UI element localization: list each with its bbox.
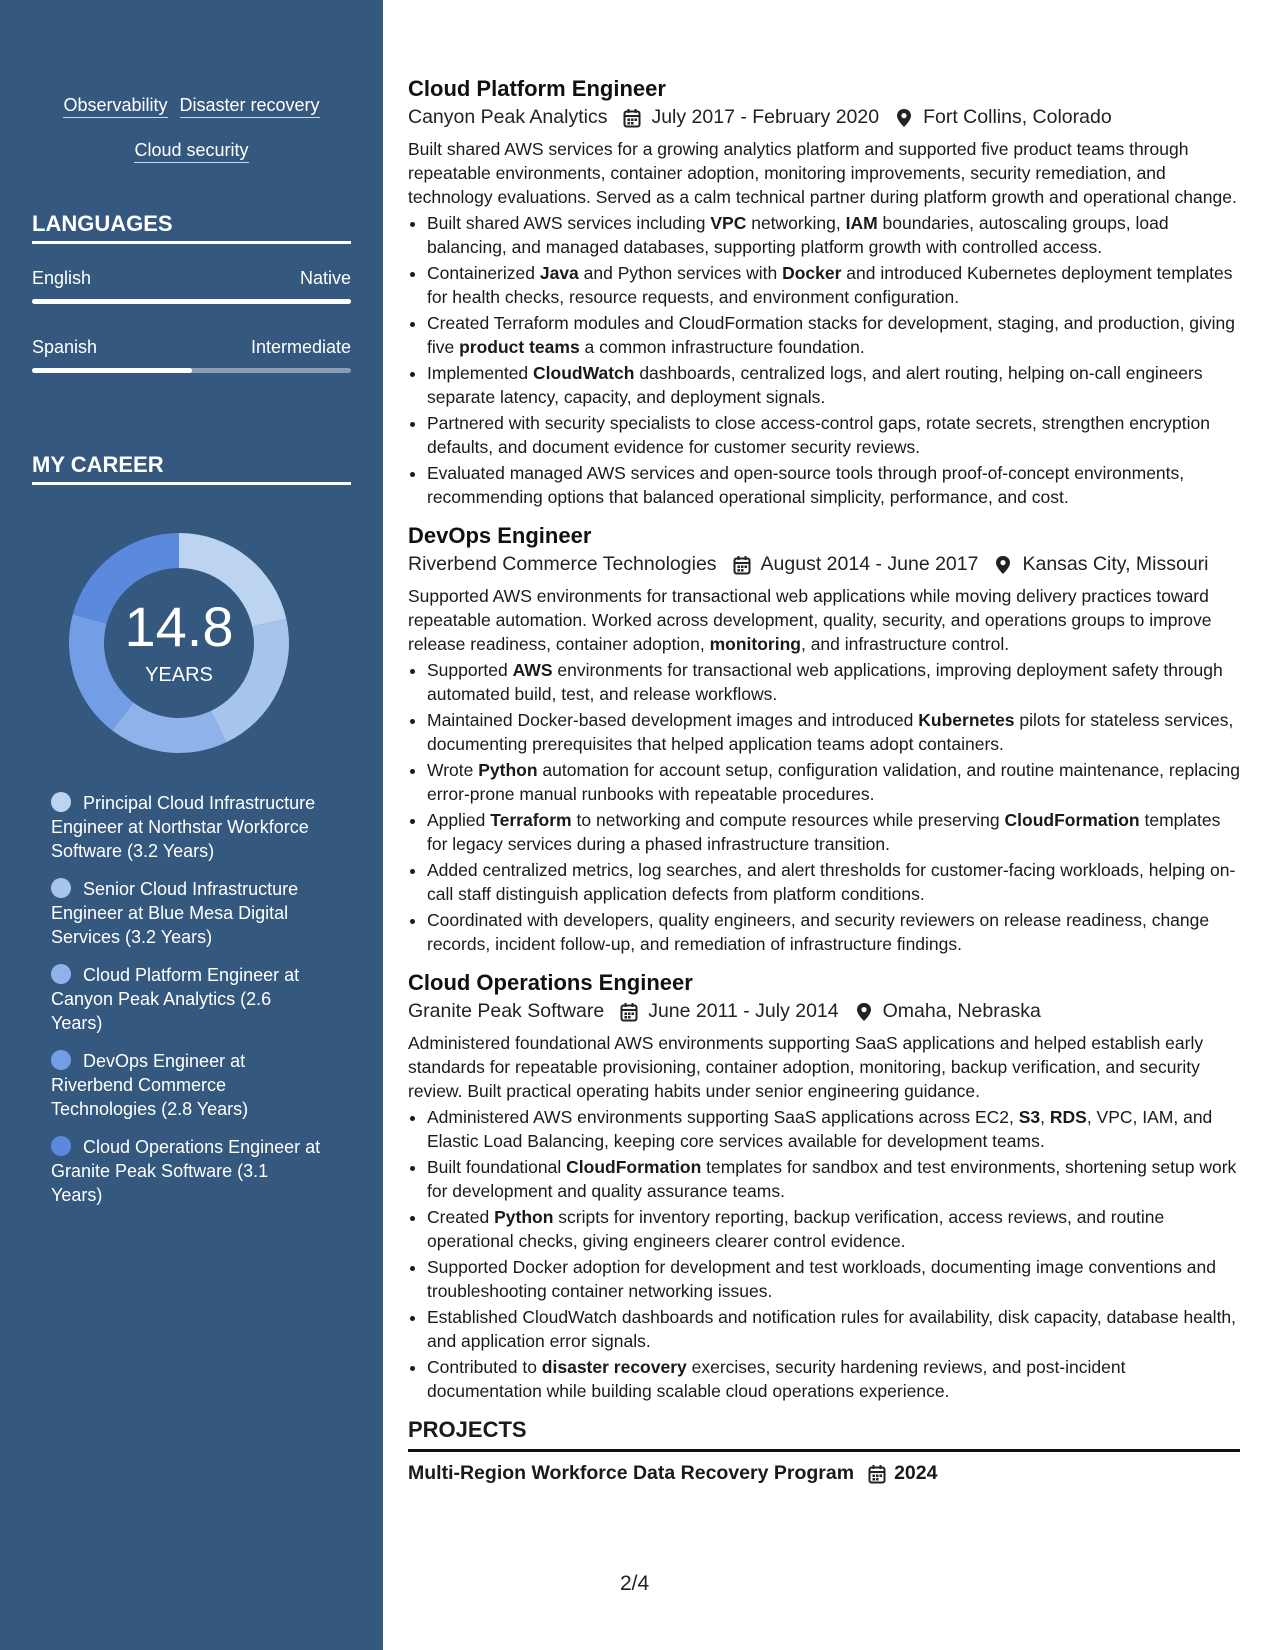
calendar-icon <box>620 1002 638 1022</box>
calendar-icon <box>868 1464 886 1484</box>
job-title: DevOps Engineer <box>408 523 592 548</box>
bullet-item: • Established CloudWatch dashboards and notification rules for availability, disk capacity, database health, and application error signals. <box>427 1305 1240 1353</box>
language-name: English <box>32 268 92 288</box>
career-donut-chart <box>67 531 291 755</box>
career-item <box>51 791 321 863</box>
bullet-item: • Maintained Docker-based development images and introduced Kubernetes pilots for stateless services, documenting prerequisites that helped application teams adopt containers. <box>427 708 1240 756</box>
language-level-bar <box>32 299 351 304</box>
project-name: Multi-Region Workforce Data Recovery Program <box>408 1462 855 1484</box>
language-item <box>32 337 351 373</box>
career-item <box>51 1049 321 1121</box>
bullet-item: • Built foundational CloudFormation templates for sandbox and test environments, shortening setup work for development and quality assurance teams. <box>427 1155 1240 1203</box>
page-number: 2/4 <box>620 1572 650 1595</box>
job-meta <box>408 553 1240 576</box>
job-dates: August 2014 - June 2017 <box>760 553 979 575</box>
career-total-years: 14.8 <box>124 595 234 658</box>
skill-tag: Observability <box>63 94 167 118</box>
bullet-item: • Implemented CloudWatch dashboards, centralized logs, and alert routing, helping on-call engineers separate latency, capacity, and deployment signals. <box>427 361 1240 409</box>
calendar-icon <box>733 555 751 575</box>
bullet-item: • Created Python scripts for inventory reporting, backup verification, access reviews, and routine operational checks, giving engineers clearer control evidence. <box>427 1205 1240 1253</box>
languages-heading: LANGUAGES <box>32 211 351 244</box>
language-level-fill <box>32 299 351 304</box>
career-list <box>51 791 321 1221</box>
project-year: 2024 <box>894 1462 938 1484</box>
language-level-fill <box>32 368 192 373</box>
skill-tag: Cloud security <box>134 139 248 163</box>
company-name: Canyon Peak Analytics <box>408 106 608 128</box>
bullet-item: • Supported Docker adoption for development and test workloads, documenting image conventions and troubleshooting container networking issues. <box>427 1255 1240 1303</box>
career-heading: MY CAREER <box>32 452 351 485</box>
job-title: Cloud Operations Engineer <box>408 970 693 995</box>
career-item-label: DevOps Engineer at Riverbend Commerce Technologies (2.8 Years) <box>51 1051 249 1119</box>
job-summary: Built shared AWS services for a growing analytics platform and supported five product teams through repeatable environments, container adoption, monitoring improvements, security remediation, and technology evaluations. Served as a calm technical partner during platform growth and operational change. <box>408 139 1237 207</box>
job-entry <box>408 523 1240 956</box>
calendar-icon <box>623 108 641 128</box>
language-level-bar <box>32 368 351 373</box>
skills-list <box>32 84 351 174</box>
career-item-label: Principal Cloud Infrastructure Engineer at Northstar Workforce Software (3.2 Years) <box>51 793 316 861</box>
career-item-label: Cloud Operations Engineer at Granite Peak Software (3.1 Years) <box>51 1137 321 1205</box>
job-location: Kansas City, Missouri <box>1022 553 1209 575</box>
bullet-item: • Containerized Java and Python services with Docker and introduced Kubernetes deployment templates for health checks, resource requests, and environment configuration. <box>427 261 1240 309</box>
job-entry <box>408 76 1240 509</box>
career-dot-icon <box>51 878 71 898</box>
language-name: Spanish <box>32 337 98 357</box>
job-title: Cloud Platform Engineer <box>408 76 666 101</box>
job-location: Fort Collins, Colorado <box>923 106 1112 128</box>
job-bullets <box>408 1105 1240 1403</box>
projects-heading: PROJECTS <box>408 1417 1240 1452</box>
job-bullets <box>408 211 1240 509</box>
bullet-item: • Evaluated managed AWS services and open-source tools through proof-of-concept environments, recommending options that balanced operational simplicity, performance, and cost. <box>427 461 1240 509</box>
bullet-item: • Wrote Python automation for account setup, configuration validation, and routine maintenance, replacing error-prone manual runbooks with repeatable procedures. <box>427 758 1240 806</box>
career-years-label: YEARS <box>145 664 213 686</box>
career-dot-icon <box>51 964 71 984</box>
language-level: Intermediate <box>250 337 351 357</box>
job-dates: June 2011 - July 2014 <box>648 1000 839 1022</box>
career-item-label: Senior Cloud Infrastructure Engineer at Blue Mesa Digital Services (3.2 Years) <box>51 879 299 947</box>
job-meta <box>408 106 1240 129</box>
map-pin-icon <box>994 555 1012 575</box>
job-summary: Administered foundational AWS environments supporting SaaS applications and helped establish early standards for repeatable provisioning, container adoption, monitoring, backup verification, and security review. Built practical operating habits under senior engineering guidance. <box>408 1033 1204 1101</box>
job-entry <box>408 970 1240 1403</box>
map-pin-icon <box>855 1002 873 1022</box>
career-dot-icon <box>51 1136 71 1156</box>
bullet-item: • Applied Terraform to networking and compute resources while preserving CloudFormation templates for legacy services during a phased infrastructure transition. <box>427 808 1240 856</box>
bullet-item: • Coordinated with developers, quality engineers, and security reviewers on release readiness, change records, incident follow-up, and remediation of infrastructure findings. <box>427 908 1240 956</box>
bullet-item: • Supported AWS environments for transactional web applications, improving deployment safety through automated build, test, and release workflows. <box>427 658 1240 706</box>
job-bullets <box>408 658 1240 956</box>
experience-main <box>408 76 1240 1485</box>
career-item <box>51 877 321 949</box>
bullet-item: • Added centralized metrics, log searches, and alert thresholds for customer-facing workloads, helping on-call staff distinguish application defects from platform conditions. <box>427 858 1240 906</box>
bullet-item: • Contributed to disaster recovery exercises, security hardening reviews, and post-incident documentation while building scalable cloud operations experience. <box>427 1355 1240 1403</box>
job-dates: July 2017 - February 2020 <box>651 106 880 128</box>
bullet-item: • Built shared AWS services including VPC networking, IAM boundaries, autoscaling groups, load balancing, and managed databases, supporting platform growth with controlled access. <box>427 211 1240 259</box>
company-name: Granite Peak Software <box>408 1000 605 1022</box>
bullet-item: • Administered AWS environments supporting SaaS applications across EC2, S3, RDS, VPC, IAM, and Elastic Load Balancing, keeping core services available for development teams. <box>427 1105 1240 1153</box>
job-meta <box>408 1000 1240 1023</box>
bullet-item: • Created Terraform modules and CloudFormation stacks for development, staging, and production, giving five product teams a common infrastructure foundation. <box>427 311 1240 359</box>
career-item-label: Cloud Platform Engineer at Canyon Peak Analytics (2.6 Years) <box>51 965 300 1033</box>
donut-segment <box>112 703 226 753</box>
language-item <box>32 268 351 304</box>
project-item <box>408 1462 1240 1485</box>
map-pin-icon <box>895 108 913 128</box>
career-dot-icon <box>51 1050 71 1070</box>
career-item <box>51 1135 321 1207</box>
job-location: Omaha, Nebraska <box>882 1000 1041 1022</box>
skill-tag: Disaster recovery <box>180 94 320 118</box>
language-level: Native <box>299 268 351 288</box>
bullet-item: • Partnered with security specialists to close access-control gaps, rotate secrets, strengthen encryption defaults, and document evidence for customer security reviews. <box>427 411 1240 459</box>
sidebar <box>0 0 383 1650</box>
company-name: Riverbend Commerce Technologies <box>408 553 717 575</box>
job-summary: Supported AWS environments for transactional web applications while moving delivery practices toward repeatable automation. Worked across development, quality, security, and operations groups to improve release readiness, container adoption, monitoring, and infrastructure control. <box>408 586 1212 654</box>
career-dot-icon <box>51 792 71 812</box>
career-item <box>51 963 321 1035</box>
